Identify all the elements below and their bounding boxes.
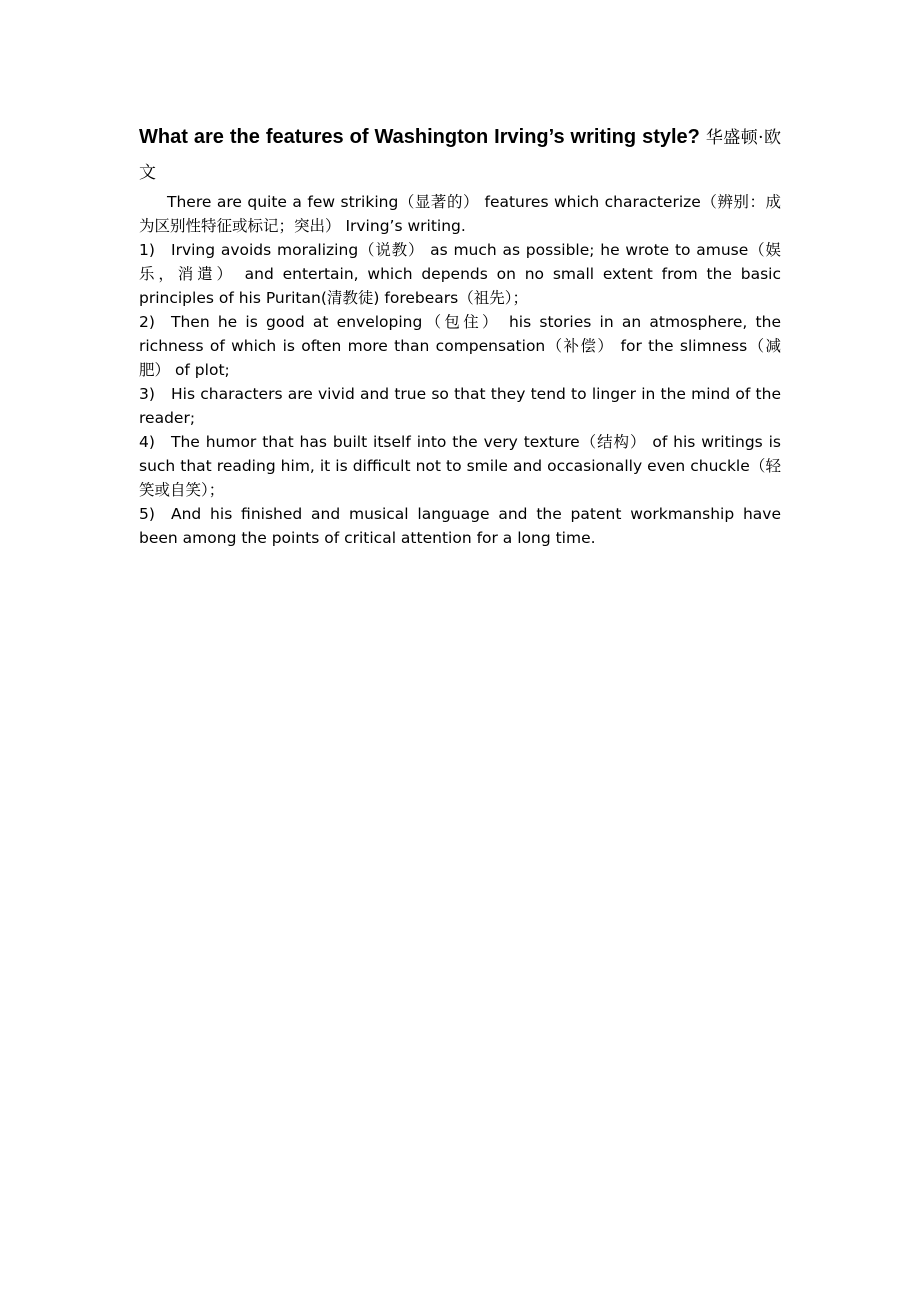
feature-text: His characters are vivid and true so that they tend to linger in the mind of the reader;	[139, 385, 781, 427]
feature-text: Irving avoids moralizing	[171, 241, 359, 259]
intro-gloss-2: （辨别：成为区别性特征或标记；突出）	[139, 193, 781, 235]
title-text: What are the features of Washington Irving’s writing style?	[139, 126, 700, 148]
title-chinese: 华盛顿·欧文	[139, 128, 781, 183]
feature-item-number: 3)	[139, 385, 155, 403]
chinese-gloss: （补偿）	[545, 337, 615, 355]
intro-part-3: Irving’s writing.	[340, 217, 466, 235]
chinese-gloss: （说教）	[358, 241, 425, 259]
intro-part-1: There are quite a few striking	[167, 193, 399, 211]
feature-item	[139, 310, 781, 382]
chinese-gloss: （祖先）；	[458, 289, 528, 307]
feature-item-number: 2)	[139, 313, 155, 331]
intro-part-2: features which characterize	[479, 193, 701, 211]
chinese-gloss: （娱乐，消遣）	[139, 241, 781, 283]
feature-item	[139, 238, 781, 310]
feature-text: of his writings is such that reading him, it is difficult not to smile and occasionally even chuckle	[139, 433, 781, 475]
feature-text: ) forebears	[373, 289, 459, 307]
feature-text: and entertain, which depends on no small extent from the basic principles of his Puritan(	[139, 265, 781, 307]
feature-text: his stories in an atmosphere, the richness of which is often more than compensation	[139, 313, 781, 355]
feature-text: for the slimness	[614, 337, 748, 355]
feature-list	[139, 238, 781, 550]
chinese-gloss: （包住）	[422, 313, 501, 331]
feature-item	[139, 430, 781, 502]
intro-gloss-1: （显著的）	[398, 193, 480, 211]
document-page	[139, 120, 781, 550]
feature-item	[139, 502, 781, 550]
feature-text: The humor that has built itself into the very texture	[171, 433, 580, 451]
chinese-gloss: （轻笑或自笑）；	[139, 457, 781, 499]
chinese-gloss: （结构）	[579, 433, 647, 451]
feature-text: And his finished and musical language and the patent workmanship have been among the points of critical attention for a long time.	[139, 505, 781, 547]
feature-item-number: 5)	[139, 505, 155, 523]
feature-text: of plot;	[170, 361, 230, 379]
feature-text: as much as possible; he wrote to amuse	[424, 241, 749, 259]
document-title	[139, 120, 781, 190]
feature-item-number: 1)	[139, 241, 155, 259]
chinese-gloss: （减肥）	[139, 337, 781, 379]
feature-item	[139, 382, 781, 430]
intro-paragraph	[139, 190, 781, 238]
feature-item-number: 4)	[139, 433, 155, 451]
chinese-gloss: 清教徒	[326, 289, 374, 307]
feature-text: Then he is good at enveloping	[171, 313, 423, 331]
